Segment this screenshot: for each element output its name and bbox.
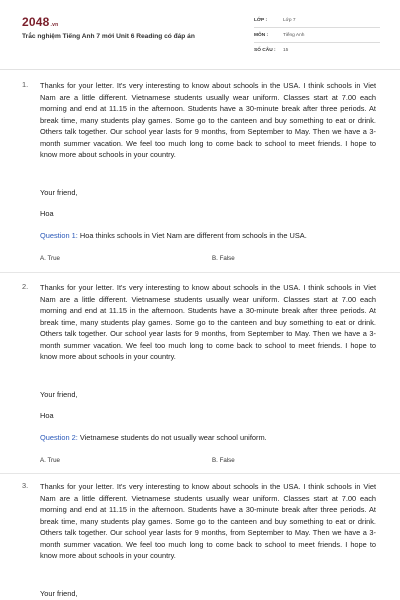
question-number: 1.	[22, 80, 29, 89]
option-b[interactable]: B. False	[212, 457, 235, 464]
question-statement: Hoa thinks schools in Viet Nam are different from schools in the USA.	[77, 231, 307, 240]
meta-value: Lớp 7	[283, 18, 296, 23]
meta-row-class	[254, 16, 380, 28]
meta-row-subject	[254, 31, 380, 43]
reading-passage: Thanks for your letter. It's very interesting to know about schools in the USA. I think schools in Viet Nam are a little different. Vietnamese students usually wear uniform. Classes start at 7.00 each morning and end at 11.15 in the afternoon. Students have a 30-minute break after three periods. At break time, many students play games. Some go to the canteen and buy something to eat or drink. Others talk together. Our school year lasts for 9 months, from September to May. Then we have a 3-month summer vacation. We feel too much long to come back to school to meet friends. I hope to know more about schools in your country.	[40, 482, 376, 560]
option-a[interactable]: A. True	[40, 457, 60, 464]
logo-main: 2048	[22, 15, 50, 29]
question-separator	[0, 473, 400, 474]
option-a[interactable]: A. True	[40, 255, 60, 262]
question-number: 3.	[22, 481, 29, 490]
meta-label: MÔN :	[254, 33, 269, 38]
question-block-1	[0, 80, 400, 270]
letter-signature: Hoa	[40, 209, 54, 218]
question-label: Question 1:	[40, 231, 78, 240]
question-label: Question 2:	[40, 433, 78, 442]
option-b[interactable]: B. False	[212, 255, 235, 262]
meta-value: Tiếng Anh	[283, 33, 305, 38]
meta-label: LỚP :	[254, 18, 268, 23]
letter-closing: Your friend,	[40, 390, 78, 399]
question-text	[40, 231, 307, 240]
document-title: Trắc nghiệm Tiếng Anh 7 mới Unit 6 Reading có đáp án	[22, 33, 195, 40]
reading-passage: Thanks for your letter. It's very interesting to know about schools in the USA. I think schools in Viet Nam are a little different. Vietnamese students usually wear uniform. Classes start at 7.00 each morning and end at 11.15 in the afternoon. Students have a 30-minute break after three periods. At break time, many students play games. Some go to the canteen and buy something to eat or drink. Others talk together. Our school year lasts for 9 months, from September to May. Then we have a 3-month summer vacation. We feel too much long to come back to school to meet friends. I hope to know more about schools in your country.	[40, 283, 376, 361]
question-number: 2.	[22, 282, 29, 291]
page-header	[0, 0, 400, 68]
letter-closing: Your friend,	[40, 589, 78, 598]
question-separator	[0, 272, 400, 273]
reading-passage: Thanks for your letter. It's very interesting to know about schools in the USA. I think schools in Viet Nam are a little different. Vietnamese students usually wear uniform. Classes start at 7.00 each morning and end at 11.15 in the afternoon. Students have a 30-minute break after three periods. At break time, many students play games. Some go to the canteen and buy something to eat or drink. Others talk together. Our school year lasts for 9 months, from September to May. Then we have a 3-month summer vacation. We feel too much long to come back to school to meet friends. I hope to know more about schools in your country.	[40, 81, 376, 159]
question-statement: Vietnamese students do not usually wear school uniform.	[77, 433, 267, 442]
header-divider	[0, 69, 400, 70]
letter-closing: Your friend,	[40, 188, 78, 197]
question-block-3	[0, 481, 400, 600]
meta-row-count	[254, 46, 380, 58]
meta-label: SỐ CÂU :	[254, 48, 276, 53]
meta-value: 15	[283, 48, 289, 53]
letter-signature: Hoa	[40, 411, 54, 420]
logo-suffix: .vn	[50, 22, 59, 28]
site-logo[interactable]	[22, 15, 58, 29]
question-block-2	[0, 282, 400, 472]
question-text	[40, 433, 267, 442]
